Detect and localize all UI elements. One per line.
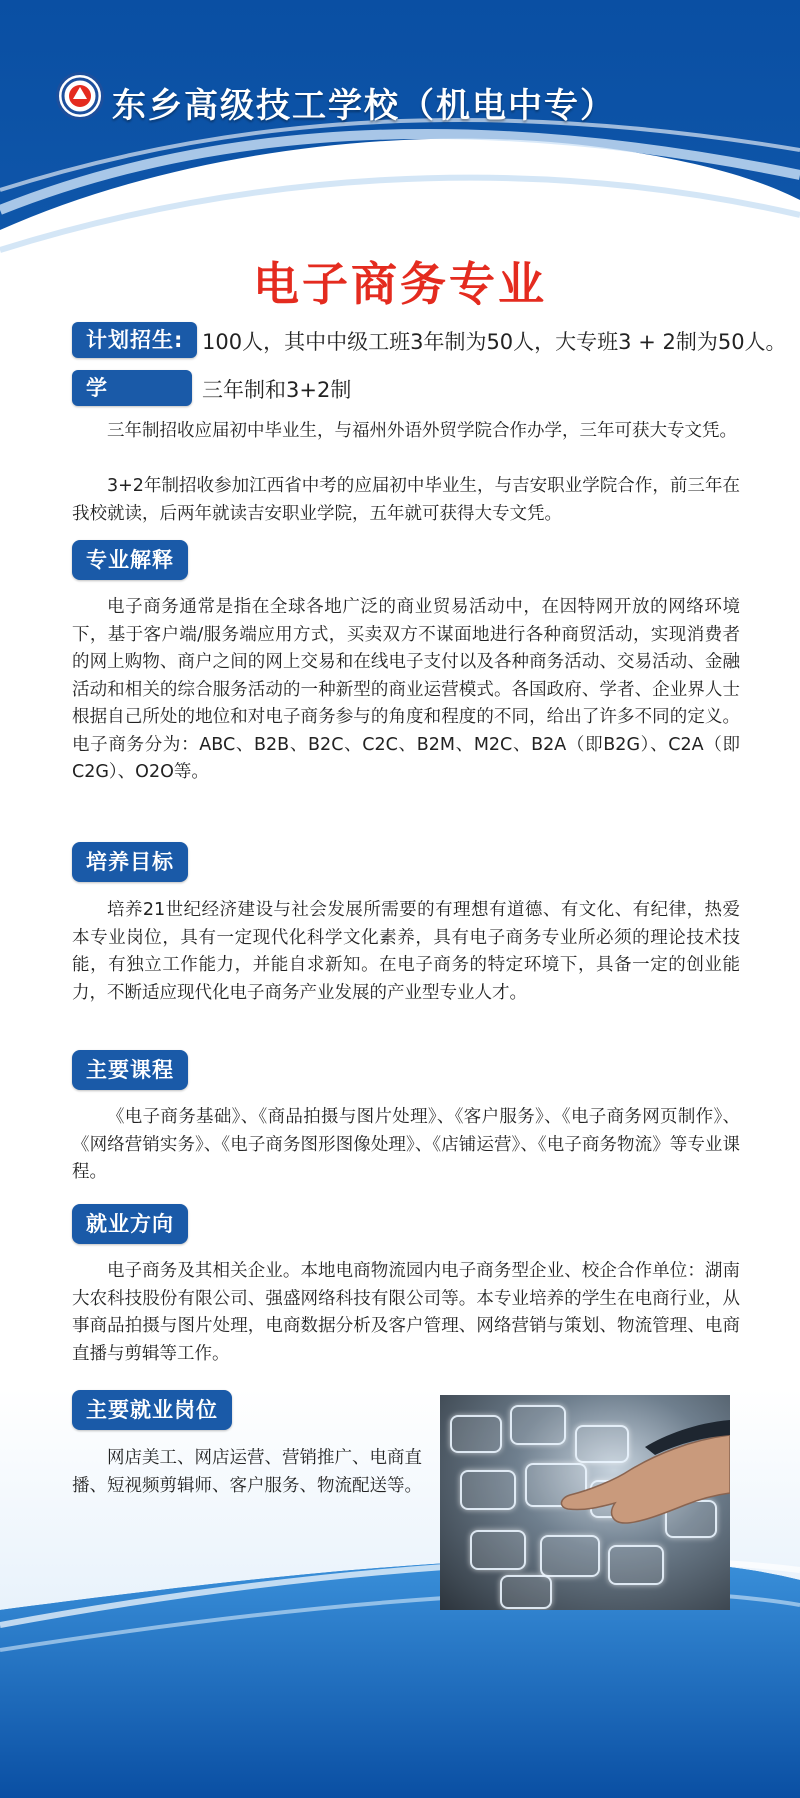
- section-text-employment: 电子商务及其相关企业。本地电商物流园内电子商务型企业、校企合作单位：湖南大农科技股份有限公司、强盛网络科技有限公司等。本专业培养的学生在电商行业，从事商品拍摄与图片处理，电商数据分析及客户管理、网络营销与策划、物流管理、电商直播与剪辑等工作。: [72, 1261, 740, 1364]
- hand-touch-screen-image: [440, 1395, 730, 1610]
- hand-icon: [440, 1395, 730, 1610]
- enrollment-value: 100人，其中中级工班3年制为50人，大专班3 + 2制为50人。: [202, 330, 787, 354]
- section-heading-employment: 就业方向: [72, 1204, 188, 1244]
- section-text-positions: 网店美工、网店运营、营销推广、电商直播、短视频剪辑师、客户服务、物流配送等。: [72, 1448, 422, 1496]
- section-text-goal: 培养21世纪经济建设与社会发展所需要的有理想有道德、有文化、有纪律，热爱本专业岗位，具有一定现代化科学文化素养，具有电子商务专业所必须的理论技术技能，有独立工作能力，并能自求新知。在电子商务的特定环境下，具备一定的创业能力，不断适应现代化电子商务产业发展的产业型专业人才。: [72, 900, 740, 1003]
- school-logo-icon: [56, 72, 104, 120]
- section-heading-positions: 主要就业岗位: [72, 1390, 232, 1430]
- section-heading-courses: 主要课程: [72, 1050, 188, 1090]
- system-paragraph-2: 3+2年制招收参加江西省中考的应届初中毕业生，与吉安职业学院合作，前三年在我校就读，后两年就读吉安职业学院，五年就可获得大专文凭。: [72, 476, 740, 524]
- enrollment-label: 计划招生:: [72, 322, 197, 358]
- school-name: 东乡高级技工学校（机电中专）: [112, 86, 616, 126]
- major-title: 电子商务专业: [253, 257, 547, 311]
- section-heading-explanation: 专业解释: [72, 540, 188, 580]
- section-text-courses: 《电子商务基础》、《商品拍摄与图片处理》、《客户服务》、《电子商务网页制作》、《网络营销实务》、《电子商务图形图像处理》、《店铺运营》、《电子商务物流》等专业课程。: [72, 1107, 740, 1182]
- section-heading-goal: 培养目标: [72, 842, 188, 882]
- system-value: 三年制和3+2制: [202, 378, 352, 402]
- system-paragraph-1: 三年制招收应届初中毕业生，与福州外语外贸学院合作办学，三年可获大专文凭。: [107, 421, 737, 441]
- section-text-explanation: 电子商务通常是指在全球各地广泛的商业贸易活动中，在因特网开放的网络环境下，基于客户端/服务端应用方式，买卖双方不谋面地进行各种商贸活动，实现消费者的网上购物、商户之间的网上交易和在线电子支付以及各种商务活动、交易活动、金融活动和相关的综合服务活动的一种新型的商业运营模式。各国政府、学者、企业界人士根据自己所处的地位和对电子商务参与的角度和程度的不同，给出了许多不同的定义。电子商务分为：ABC、B2B、B2C、C2C、B2M、M2C、B2A（即B2G）、C2A（即C2G）、O2O等。: [72, 597, 740, 782]
- system-label: 学 制:: [72, 370, 192, 406]
